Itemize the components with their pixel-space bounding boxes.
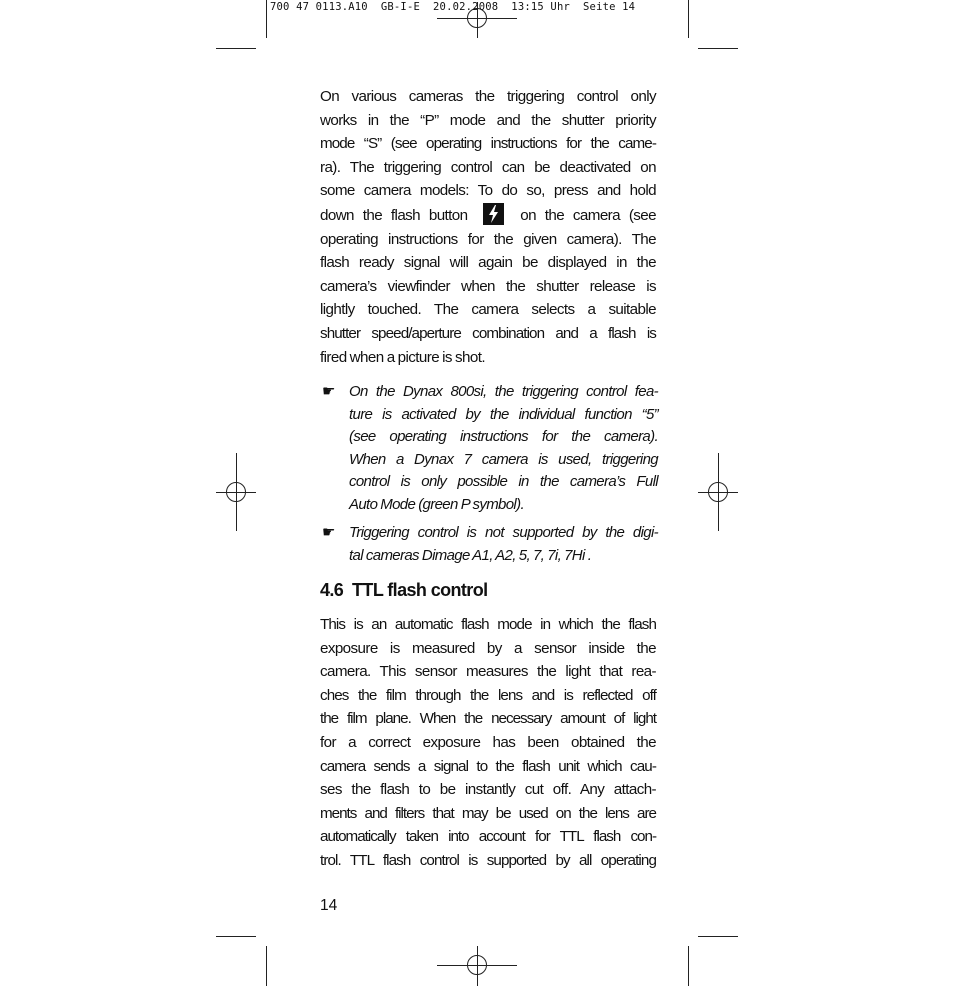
- text-line: ments and filters that may be used on the lens are: [320, 804, 656, 822]
- text-line: lightly touched. The camera selects a suitable: [320, 301, 656, 319]
- text-line: operating instructions for the given camera). The: [320, 230, 656, 248]
- note-line: control is only possible in the camera’s Full: [349, 473, 658, 490]
- crop-mark: [266, 946, 267, 986]
- text-line: works in the “P” mode and the shutter priority: [320, 111, 656, 129]
- text-line: for a correct exposure has been obtained the: [320, 733, 656, 751]
- note-line: When a Dynax 7 camera is used, triggering: [349, 450, 658, 468]
- note-line: Auto Mode (green P symbol).: [349, 495, 524, 513]
- note-dimage: [322, 522, 658, 567]
- note-dynax: [322, 381, 658, 516]
- crop-mark: [266, 0, 267, 38]
- pointing-hand-icon: ☛: [322, 524, 335, 541]
- registration-mark: [226, 482, 246, 502]
- text-line: On various cameras the triggering control only: [320, 88, 656, 105]
- note-line: (see operating instructions for the camera).: [349, 428, 658, 445]
- crop-mark: [698, 48, 738, 49]
- note-line: ture is activated by the individual function “5”: [349, 405, 658, 423]
- registration-mark: [467, 955, 487, 975]
- paragraph-triggering-control: [320, 85, 656, 369]
- crop-mark: [688, 0, 689, 38]
- text-line: ses the flash to be instantly cut off. Any attach-: [320, 781, 656, 799]
- text-line: camera’s viewfinder when the shutter release is: [320, 277, 656, 295]
- text-line: ches the film through the lens and is reflected off: [320, 686, 656, 704]
- crop-mark: [688, 946, 689, 986]
- text-line: camera. This sensor measures the light that rea-: [320, 663, 656, 681]
- text-line: shutter speed/aperture combination and a flash is: [320, 324, 656, 342]
- note-line: Triggering control is not supported by the digi-: [349, 524, 658, 541]
- text-line: flash ready signal will again be displayed in the: [320, 254, 656, 272]
- text-line: ra). The triggering control can be deactivated on: [320, 158, 656, 176]
- section-heading: 4.6 TTL flash control: [320, 580, 488, 600]
- note-line: tal cameras Dimage A1, A2, 5, 7, 7i, 7Hi .: [349, 546, 592, 564]
- pointing-hand-icon: ☛: [322, 383, 335, 400]
- text-fragment: on the camera (see: [520, 206, 656, 224]
- text-line: exposure is measured by a sensor inside the: [320, 639, 656, 657]
- print-header: 700 47 0113.A10 GB-I-E 20.02.2008 13:15 Uhr Seite 14: [270, 1, 636, 13]
- registration-mark: [708, 482, 728, 502]
- text-fragment: down the flash button: [320, 206, 468, 224]
- text-line: some camera models: To do so, press and hold: [320, 182, 656, 200]
- page-number: 14: [320, 897, 338, 914]
- note-line: On the Dynax 800si, the triggering control fea-: [349, 383, 658, 400]
- text-line: camera sends a signal to the flash unit which cau-: [320, 757, 656, 775]
- text-line: mode “S” (see operating instructions for the came-: [320, 135, 656, 153]
- flash-button-icon: [483, 203, 504, 225]
- text-line: trol. TTL flash control is supported by all operating: [320, 851, 656, 869]
- text-line: the film plane. When the necessary amount of light: [320, 710, 656, 728]
- text-line: This is an automatic flash mode in which the flash: [320, 616, 656, 633]
- text-line: fired when a picture is shot.: [320, 348, 485, 366]
- text-line-with-icon: [320, 203, 656, 228]
- paragraph-ttl-flash: [320, 613, 656, 873]
- crop-mark: [698, 936, 738, 937]
- text-line: automatically taken into account for TTL flash con-: [320, 828, 656, 846]
- crop-mark: [216, 936, 256, 937]
- crop-mark: [216, 48, 256, 49]
